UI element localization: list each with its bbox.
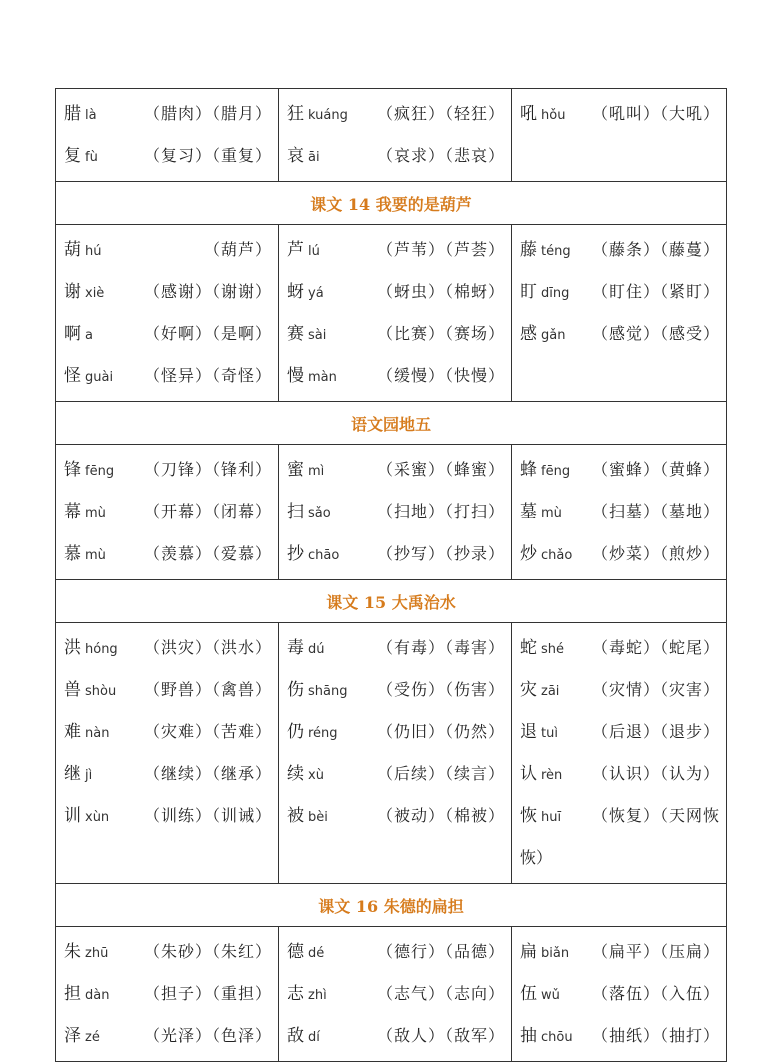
pinyin: āi xyxy=(308,150,320,165)
vocab-entry-continuation xyxy=(520,837,726,879)
example-words: （感谢）（谢谢） xyxy=(143,282,272,301)
section-content-row xyxy=(56,445,727,580)
character: 藤 xyxy=(520,240,537,260)
example-words: （缓慢）（快慢） xyxy=(376,366,505,385)
column-cell xyxy=(512,927,727,1062)
example-words: （灾难）（苦难） xyxy=(143,722,272,741)
vocab-entry xyxy=(520,1015,726,1057)
pinyin: shé xyxy=(541,642,565,657)
character: 德 xyxy=(287,942,304,962)
pinyin: xiè xyxy=(85,286,105,301)
character: 墓 xyxy=(520,502,537,522)
character: 蜜 xyxy=(287,460,304,480)
vocab-entry xyxy=(287,229,511,271)
column-cell xyxy=(56,623,279,884)
example-words: （毒蛇）（蛇尾） xyxy=(591,638,720,657)
pinyin: chǎo xyxy=(541,548,573,563)
column-cell xyxy=(56,445,279,580)
pinyin: hóng xyxy=(85,642,118,657)
pinyin: wǔ xyxy=(541,988,560,1003)
cell-content xyxy=(56,927,278,1061)
character: 灾 xyxy=(520,680,537,700)
cell-content xyxy=(279,89,511,181)
example-words: （认识）（认为） xyxy=(591,764,720,783)
example-words: （朱砂）（朱红） xyxy=(143,942,272,961)
character: 蛇 xyxy=(520,638,537,658)
example-words: （德行）（品德） xyxy=(376,942,505,961)
example-words: （担子）（重担） xyxy=(143,984,272,1003)
character: 伍 xyxy=(520,984,537,1004)
character: 哀 xyxy=(287,146,304,166)
pinyin: rèn xyxy=(541,768,563,783)
vocab-entry xyxy=(287,449,511,491)
character: 恢 xyxy=(520,806,537,826)
example-words: （抄写）（抄录） xyxy=(376,544,505,563)
pinyin: guài xyxy=(85,370,114,385)
pinyin: mù xyxy=(85,548,106,563)
vocab-entry xyxy=(520,313,726,355)
vocab-entry xyxy=(287,711,511,753)
cell-content xyxy=(512,89,726,139)
character: 吼 xyxy=(520,104,537,124)
character: 难 xyxy=(64,722,81,742)
pinyin: dé xyxy=(308,946,325,961)
character: 谢 xyxy=(64,282,81,302)
vocab-entry xyxy=(64,931,278,973)
vocab-entry xyxy=(287,1015,511,1057)
pinyin: dīng xyxy=(541,286,570,301)
example-words: （洪灾）（洪水） xyxy=(143,638,272,657)
vocab-entry xyxy=(520,627,726,669)
vocab-entry xyxy=(287,93,511,135)
section-title-row xyxy=(56,182,727,225)
pinyin: tuì xyxy=(541,726,558,741)
cell-content xyxy=(56,445,278,579)
pinyin: dàn xyxy=(85,988,110,1003)
vocab-entry xyxy=(287,795,511,837)
vocab-entry xyxy=(64,627,278,669)
character: 洪 xyxy=(64,638,81,658)
vocab-entry xyxy=(287,973,511,1015)
cell-content xyxy=(279,225,511,401)
vocab-entry xyxy=(520,711,726,753)
vocab-entry xyxy=(64,271,278,313)
example-words: （羡慕）（爱慕） xyxy=(143,544,272,563)
pinyin: fù xyxy=(85,150,98,165)
pinyin: fēng xyxy=(85,464,115,479)
column-cell xyxy=(56,225,279,402)
example-words: （后退）（退步） xyxy=(591,722,720,741)
pinyin: biǎn xyxy=(541,946,570,961)
section-title: 课文 16 朱德的扁担 xyxy=(56,884,727,927)
section-title-row xyxy=(56,402,727,445)
vocab-entry xyxy=(64,449,278,491)
character: 抽 xyxy=(520,1026,537,1046)
cell-content xyxy=(512,445,726,579)
example-words: （好啊）（是啊） xyxy=(143,324,272,343)
pinyin: màn xyxy=(308,370,337,385)
pinyin: shòu xyxy=(85,684,117,699)
vocab-entry xyxy=(64,795,278,837)
vocab-entry xyxy=(287,355,511,397)
section-content-row xyxy=(56,89,727,182)
character: 仍 xyxy=(287,722,304,742)
column-cell xyxy=(512,623,727,884)
character: 继 xyxy=(64,764,81,784)
example-words: （蜜蜂）（黄蜂） xyxy=(591,460,720,479)
example-words: （仍旧）（仍然） xyxy=(376,722,505,741)
column-cell xyxy=(512,445,727,580)
pinyin: gǎn xyxy=(541,328,566,343)
example-words: （刀锋）（锋利） xyxy=(143,460,272,479)
column-cell xyxy=(512,89,727,182)
pinyin: hú xyxy=(85,244,102,259)
vocab-entry xyxy=(520,795,726,837)
pinyin: yá xyxy=(308,286,324,301)
example-words: （腊肉）（腊月） xyxy=(143,104,272,123)
example-words: （被动）（棉被） xyxy=(376,806,505,825)
column-cell xyxy=(279,89,512,182)
character: 退 xyxy=(520,722,537,742)
pinyin: nàn xyxy=(85,726,110,741)
character: 伤 xyxy=(287,680,304,700)
vocab-entry xyxy=(520,491,726,533)
pinyin: zhì xyxy=(308,988,327,1003)
example-words: （感觉）（感受） xyxy=(591,324,720,343)
pinyin: jì xyxy=(85,768,93,783)
example-words: （开幕）（闭幕） xyxy=(143,502,272,521)
example-words: （受伤）（伤害） xyxy=(376,680,505,699)
vocabulary-sheet xyxy=(55,88,725,1062)
character: 朱 xyxy=(64,942,81,962)
character: 感 xyxy=(520,324,537,344)
section-title-row xyxy=(56,580,727,623)
example-words: （葫芦） xyxy=(203,240,272,259)
character: 敌 xyxy=(287,1026,304,1046)
character: 担 xyxy=(64,984,81,1004)
cell-content xyxy=(56,89,278,181)
example-words: （炒菜）（煎炒） xyxy=(591,544,720,563)
character: 认 xyxy=(520,764,537,784)
character: 训 xyxy=(64,806,81,826)
example-words: （藤条）（藤蔓） xyxy=(591,240,720,259)
pinyin: sǎo xyxy=(308,506,331,521)
vocab-entry xyxy=(64,491,278,533)
character: 兽 xyxy=(64,680,81,700)
example-words: （有毒）（毒害） xyxy=(376,638,505,657)
example-words: （扫地）（打扫） xyxy=(376,502,505,521)
pinyin: dú xyxy=(308,642,325,657)
pinyin: chōu xyxy=(541,1030,573,1045)
character: 蜂 xyxy=(520,460,537,480)
character: 慕 xyxy=(64,544,81,564)
column-cell xyxy=(279,623,512,884)
section-title: 语文园地五 xyxy=(56,402,727,445)
cell-content xyxy=(512,927,726,1061)
character: 被 xyxy=(287,806,304,826)
character: 狂 xyxy=(287,104,304,124)
column-cell xyxy=(279,927,512,1062)
pinyin: zāi xyxy=(541,684,560,699)
pinyin: chāo xyxy=(308,548,340,563)
pinyin: mì xyxy=(308,464,325,479)
example-words: （疯狂）（轻狂） xyxy=(376,104,505,123)
example-words: （灾情）（灾害） xyxy=(591,680,720,699)
vocab-entry xyxy=(64,135,278,177)
vocab-entry xyxy=(64,753,278,795)
cell-content xyxy=(279,927,511,1061)
pinyin: bèi xyxy=(308,810,328,825)
vocab-entry xyxy=(520,669,726,711)
pinyin: dí xyxy=(308,1030,320,1045)
vocab-entry xyxy=(64,93,278,135)
character: 葫 xyxy=(64,240,81,260)
example-words: （恢复）（天网恢 xyxy=(591,806,720,825)
example-words: （敌人）（敌军） xyxy=(376,1026,505,1045)
section-title: 课文 15 大禹治水 xyxy=(56,580,727,623)
vocab-entry xyxy=(520,753,726,795)
pinyin: mù xyxy=(85,506,106,521)
character: 赛 xyxy=(287,324,304,344)
vocab-entry xyxy=(287,491,511,533)
pinyin: shāng xyxy=(308,684,348,699)
example-words: （光泽）（色泽） xyxy=(143,1026,272,1045)
cell-content xyxy=(279,623,511,841)
character: 志 xyxy=(287,984,304,1004)
example-words: （抽纸）（抽打） xyxy=(591,1026,720,1045)
pinyin: réng xyxy=(308,726,338,741)
character: 毒 xyxy=(287,638,304,658)
cell-content xyxy=(56,225,278,401)
example-words: （吼叫）（大吼） xyxy=(591,104,720,123)
character: 扁 xyxy=(520,942,537,962)
example-words: （继续）（继承） xyxy=(143,764,272,783)
vocab-entry xyxy=(64,669,278,711)
character: 扫 xyxy=(287,502,304,522)
example-words: （扁平）（压扁） xyxy=(591,942,720,961)
cell-content xyxy=(512,225,726,359)
character: 啊 xyxy=(64,324,81,344)
example-words: （扫墓）（墓地） xyxy=(591,502,720,521)
vocab-entry xyxy=(64,973,278,1015)
example-words: （哀求）（悲哀） xyxy=(376,146,505,165)
vocabulary-table-body xyxy=(56,89,727,1062)
example-words: （训练）（训诫） xyxy=(143,806,272,825)
vocab-entry xyxy=(287,627,511,669)
pinyin: zhū xyxy=(85,946,109,961)
vocab-entry xyxy=(520,931,726,973)
vocab-entry xyxy=(64,229,278,271)
vocab-entry xyxy=(287,669,511,711)
column-cell xyxy=(56,927,279,1062)
example-words: （后续）（续言） xyxy=(376,764,505,783)
pinyin: fēng xyxy=(541,464,571,479)
pinyin: mù xyxy=(541,506,562,521)
pinyin: huī xyxy=(541,810,562,825)
example-words: （盯住）（紧盯） xyxy=(591,282,720,301)
pinyin: sài xyxy=(308,328,327,343)
character: 慢 xyxy=(287,366,304,386)
character: 幕 xyxy=(64,502,81,522)
example-words: （采蜜）（蜂蜜） xyxy=(376,460,505,479)
vocab-entry xyxy=(287,931,511,973)
cell-content xyxy=(56,623,278,841)
vocabulary-table xyxy=(55,88,727,1062)
pinyin: kuáng xyxy=(308,108,348,123)
character: 锋 xyxy=(64,460,81,480)
pinyin: téng xyxy=(541,244,571,259)
section-title-row xyxy=(56,884,727,927)
pinyin: hǒu xyxy=(541,108,566,123)
vocab-entry xyxy=(287,753,511,795)
example-words: （蚜虫）（棉蚜） xyxy=(376,282,505,301)
example-words: （野兽）（禽兽） xyxy=(143,680,272,699)
character: 怪 xyxy=(64,366,81,386)
example-words-continued: 恢） xyxy=(520,848,553,867)
pinyin: xùn xyxy=(85,810,110,825)
vocab-entry xyxy=(287,135,511,177)
section-content-row xyxy=(56,927,727,1062)
vocab-entry xyxy=(64,711,278,753)
column-cell xyxy=(279,445,512,580)
vocab-entry xyxy=(64,533,278,575)
character: 腊 xyxy=(64,104,81,124)
section-content-row xyxy=(56,623,727,884)
column-cell xyxy=(279,225,512,402)
pinyin: a xyxy=(85,328,93,343)
example-words: （芦苇）（芦荟） xyxy=(376,240,505,259)
pinyin: zé xyxy=(85,1030,100,1045)
vocab-entry xyxy=(64,1015,278,1057)
vocab-entry xyxy=(520,449,726,491)
vocab-entry xyxy=(287,313,511,355)
vocab-entry xyxy=(287,271,511,313)
vocab-entry xyxy=(520,229,726,271)
pinyin: lú xyxy=(308,244,320,259)
column-cell xyxy=(512,225,727,402)
vocab-entry xyxy=(520,271,726,313)
vocab-entry xyxy=(520,533,726,575)
character: 炒 xyxy=(520,544,537,564)
section-title: 课文 14 我要的是葫芦 xyxy=(56,182,727,225)
column-cell xyxy=(56,89,279,182)
character: 续 xyxy=(287,764,304,784)
vocab-entry xyxy=(64,355,278,397)
character: 盯 xyxy=(520,282,537,302)
cell-content xyxy=(279,445,511,579)
character: 复 xyxy=(64,146,81,166)
section-content-row xyxy=(56,225,727,402)
vocab-entry xyxy=(287,533,511,575)
example-words: （比赛）（赛场） xyxy=(376,324,505,343)
character: 抄 xyxy=(287,544,304,564)
character: 蚜 xyxy=(287,282,304,302)
vocab-entry xyxy=(520,93,726,135)
example-words: （落伍）（入伍） xyxy=(591,984,720,1003)
pinyin: là xyxy=(85,108,97,123)
character: 芦 xyxy=(287,240,304,260)
vocab-entry xyxy=(64,313,278,355)
cell-content xyxy=(512,623,726,883)
vocab-entry xyxy=(520,973,726,1015)
pinyin: xù xyxy=(308,768,324,783)
example-words: （复习）（重复） xyxy=(143,146,272,165)
character: 泽 xyxy=(64,1026,81,1046)
example-words: （志气）（志向） xyxy=(376,984,505,1003)
example-words: （怪异）（奇怪） xyxy=(143,366,272,385)
